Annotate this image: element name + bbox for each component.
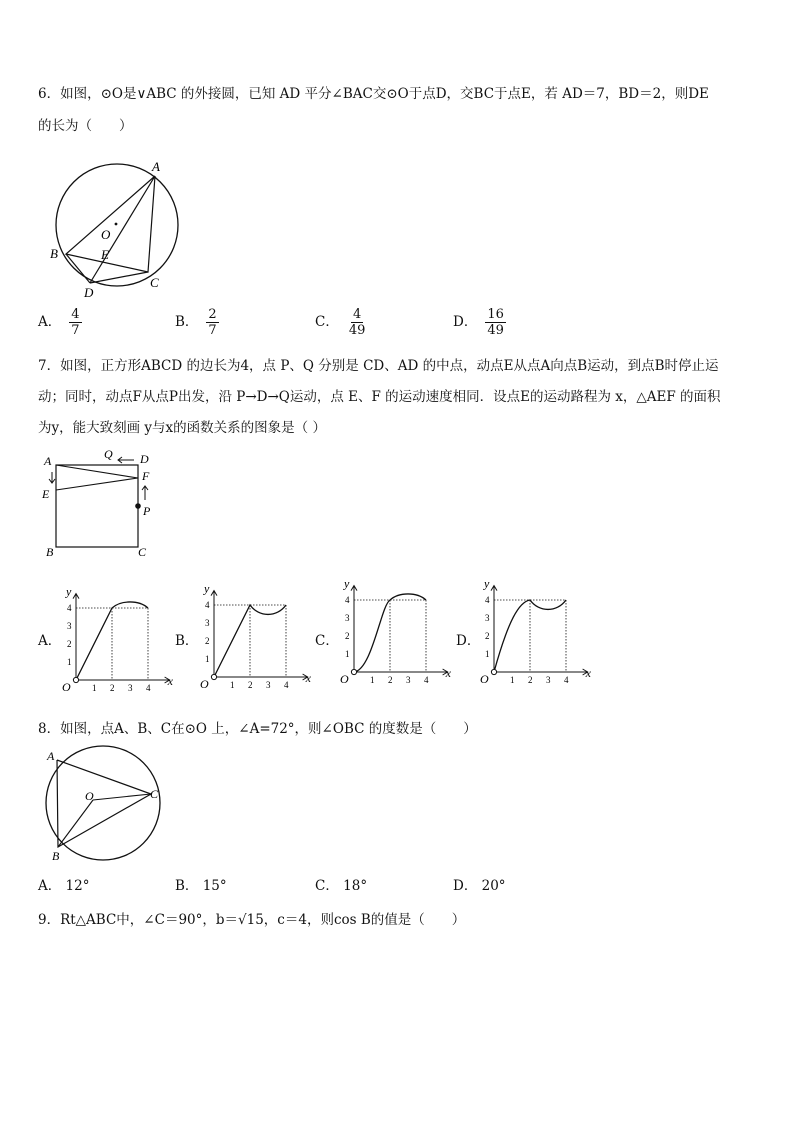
origin-label: O — [480, 672, 489, 686]
q8-stem-line1: 8．如图，点A、B、C在⊙O 上，∠A=72°，则∠OBC 的度数是（ ） — [38, 721, 477, 737]
origin-label: O — [340, 672, 349, 686]
y-tick-label: 2 — [485, 631, 490, 641]
q7-label-b: B — [46, 545, 54, 559]
y-tick-label: 1 — [67, 657, 72, 667]
q8-label-o: O — [85, 789, 94, 803]
q6-label-d: D — [84, 285, 94, 300]
x-axis-label: x — [445, 666, 451, 680]
denominator: 7 — [71, 323, 80, 338]
q6-label-b: B — [50, 246, 58, 261]
q6-label-a: A — [152, 159, 160, 174]
option-letter: A． — [38, 314, 62, 330]
origin-point — [211, 674, 216, 679]
x-tick-label: 3 — [266, 680, 271, 690]
x-axis-label: x — [305, 671, 311, 685]
fraction — [485, 307, 506, 338]
option-letter: D． — [453, 314, 478, 330]
q6-label-e: E — [101, 247, 109, 262]
q8-label-a: A — [47, 749, 55, 763]
q8-option-c[interactable] — [315, 874, 367, 894]
q6-option-d[interactable] — [453, 307, 506, 338]
q6-option-a[interactable] — [38, 307, 82, 338]
y-axis-label: y — [484, 576, 490, 591]
q7-option-b[interactable]: B． — [175, 633, 199, 649]
q8-label-c: C — [150, 787, 159, 801]
numerator: 16 — [487, 307, 504, 322]
q7-stem-line3: 为y，能大致刻画 y与x的函数关系的图象是（ ） — [38, 420, 326, 436]
q7-label-q: Q — [104, 447, 113, 461]
numerator: 4 — [71, 307, 80, 322]
x-tick-label: 2 — [248, 680, 253, 690]
fraction — [69, 307, 81, 338]
option-letter: A． — [38, 878, 62, 894]
q7-option-a[interactable]: A． — [38, 633, 62, 649]
y-tick-label: 4 — [67, 603, 72, 613]
option-text: 18° — [343, 878, 368, 894]
option-text: 15° — [202, 878, 227, 894]
x-tick-label: 4 — [424, 675, 429, 685]
numerator: 4 — [352, 307, 362, 322]
q9-stem-line1: 9．Rt△ABC中，∠C＝90°，b＝√15，c＝4，则cos B的值是（ ） — [38, 912, 466, 928]
option-letter: C． — [315, 878, 339, 894]
y-axis-label: y — [344, 576, 350, 591]
y-axis-label: y — [66, 584, 72, 599]
y-tick-label: 3 — [205, 618, 210, 628]
option-text: 20° — [481, 878, 506, 894]
q7-label-f: F — [142, 469, 150, 483]
q6-stem-line1: 6．如图，⊙O是∨ABC 的外接圆，已知 AD 平分∠BAC交⊙O于点D，交BC于点E，若 AD＝7，BD＝2，则DE — [38, 86, 709, 102]
q7-graph-a[interactable] — [60, 584, 173, 694]
q7-label-c: C — [138, 545, 147, 559]
y-tick-label: 1 — [205, 654, 210, 664]
q7-square-figure — [38, 448, 163, 563]
denominator: 49 — [487, 323, 504, 338]
q8-figure — [38, 745, 168, 865]
option-letter: B． — [175, 314, 199, 330]
x-tick-label: 1 — [230, 680, 235, 690]
option-letter: D． — [453, 878, 478, 894]
q7-option-d[interactable]: D． — [456, 633, 481, 649]
option-letter: B． — [175, 878, 199, 894]
q8-option-a[interactable] — [38, 874, 89, 894]
q7-label-p: P — [143, 504, 151, 518]
x-axis-label: x — [585, 666, 591, 680]
x-tick-label: 2 — [110, 683, 115, 693]
x-axis-label: x — [167, 674, 173, 688]
origin-point — [73, 677, 78, 682]
q8-option-b[interactable] — [175, 874, 227, 894]
option-letter: C． — [315, 314, 339, 330]
q7-graph-d[interactable] — [478, 576, 593, 690]
origin-label: O — [62, 680, 71, 694]
x-tick-label: 1 — [370, 675, 375, 685]
q7-label-a: A — [44, 454, 52, 468]
q7-stem-line1: 7．如图，正方形ABCD 的边长为4，点 P、Q 分别是 CD、AD 的中点，动点E从点A向点B运动，到点B时停止运 — [38, 358, 719, 374]
q7-graph-b[interactable] — [198, 581, 311, 691]
x-tick-label: 2 — [528, 675, 533, 685]
x-tick-label: 1 — [92, 683, 97, 693]
fraction — [347, 307, 368, 338]
x-tick-label: 4 — [284, 680, 289, 690]
denominator: 49 — [348, 323, 366, 338]
q7-graph-c[interactable] — [338, 576, 451, 690]
y-tick-label: 4 — [205, 600, 210, 610]
q6-option-c[interactable] — [315, 307, 367, 338]
y-tick-label: 3 — [67, 621, 72, 631]
q6-label-o: O — [101, 227, 111, 242]
x-tick-label: 3 — [128, 683, 133, 693]
y-tick-label: 4 — [485, 595, 490, 605]
numerator: 2 — [208, 307, 217, 322]
q6-option-b[interactable] — [175, 307, 219, 338]
x-tick-label: 2 — [388, 675, 393, 685]
q6-stem-line2: 的长为（ ） — [38, 118, 133, 134]
y-tick-label: 2 — [205, 636, 210, 646]
y-tick-label: 3 — [485, 613, 490, 623]
y-tick-label: 1 — [485, 649, 490, 659]
x-tick-label: 4 — [564, 675, 569, 685]
q7-option-c[interactable]: C． — [315, 633, 339, 649]
q6-label-c: C — [150, 275, 159, 290]
y-tick-label: 2 — [67, 639, 72, 649]
y-axis-label: y — [204, 581, 210, 596]
q7-label-d: D — [140, 452, 149, 466]
fraction — [206, 307, 218, 338]
y-tick-label: 2 — [345, 631, 350, 641]
y-tick-label: 4 — [345, 595, 350, 605]
origin-point — [351, 669, 356, 674]
x-tick-label: 3 — [546, 675, 551, 685]
q6-figure — [40, 155, 200, 300]
x-tick-label: 4 — [146, 683, 151, 693]
q7-label-e: E — [42, 487, 50, 501]
origin-point — [491, 669, 496, 674]
q7-stem-line2: 动；同时，动点F从点P出发，沿 P→D→Q运动，点 E、F 的运动速度相同．设点E的运动路程为 x，△AEF 的面积 — [38, 389, 721, 405]
denominator: 7 — [208, 323, 217, 338]
q8-option-d[interactable] — [453, 874, 506, 894]
y-tick-label: 3 — [345, 613, 350, 623]
x-tick-label: 3 — [406, 675, 411, 685]
q8-label-b: B — [52, 849, 60, 863]
option-text: 12° — [65, 878, 90, 894]
x-tick-label: 1 — [510, 675, 515, 685]
origin-label: O — [200, 677, 209, 691]
y-tick-label: 1 — [345, 649, 350, 659]
